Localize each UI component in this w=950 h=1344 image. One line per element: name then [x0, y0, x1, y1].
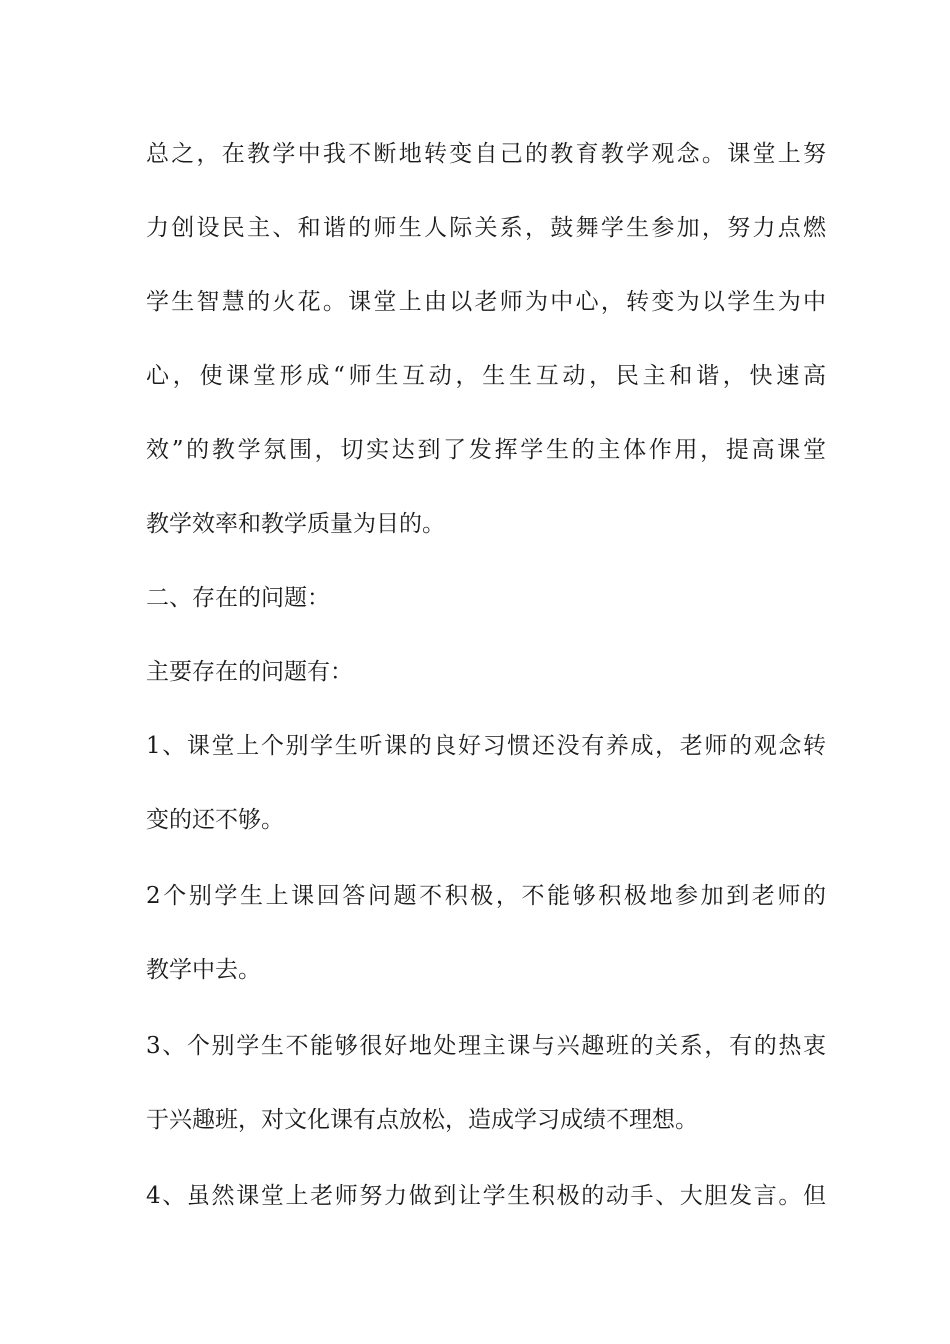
paragraph-summary-line-1: 总之，在教学中我不断地转变自己的教育教学观念。课堂上努 [146, 141, 826, 167]
paragraph-summary-line-2: 力创设民主、和谐的师生人际关系，鼓舞学生参加，努力点燃 [146, 215, 826, 241]
section-heading-problems: 二、存在的问题： [146, 585, 330, 611]
problem-4-line-1: 4、虽然课堂上老师努力做到让学生积极的动手、大胆发言。但 [146, 1183, 826, 1209]
problems-intro: 主要存在的问题有： [146, 659, 353, 685]
paragraph-summary-line-6: 教学效率和教学质量为目的。 [146, 511, 445, 537]
problem-3-line-2: 于兴趣班，对文化课有点放松，造成学习成绩不理想。 [146, 1107, 698, 1133]
paragraph-summary-line-3: 学生智慧的火花。课堂上由以老师为中心，转变为以学生为中 [146, 289, 826, 315]
paragraph-summary-line-5: 效”的教学氛围，切实达到了发挥学生的主体作用，提高课堂 [146, 437, 826, 463]
problem-1-line-2: 变的还不够。 [146, 807, 284, 833]
problem-2-line-1: 2个别学生上课回答问题不积极，不能够积极地参加到老师的 [146, 883, 826, 909]
problem-1-line-1: 1、课堂上个别学生听课的良好习惯还没有养成，老师的观念转 [146, 733, 826, 759]
paragraph-summary-line-4: 心，使课堂形成“师生互动，生生互动，民主和谐，快速高 [146, 363, 826, 389]
problem-2-line-2: 教学中去。 [146, 957, 261, 983]
problem-3-line-1: 3、个别学生不能够很好地处理主课与兴趣班的关系，有的热衷 [146, 1033, 826, 1059]
